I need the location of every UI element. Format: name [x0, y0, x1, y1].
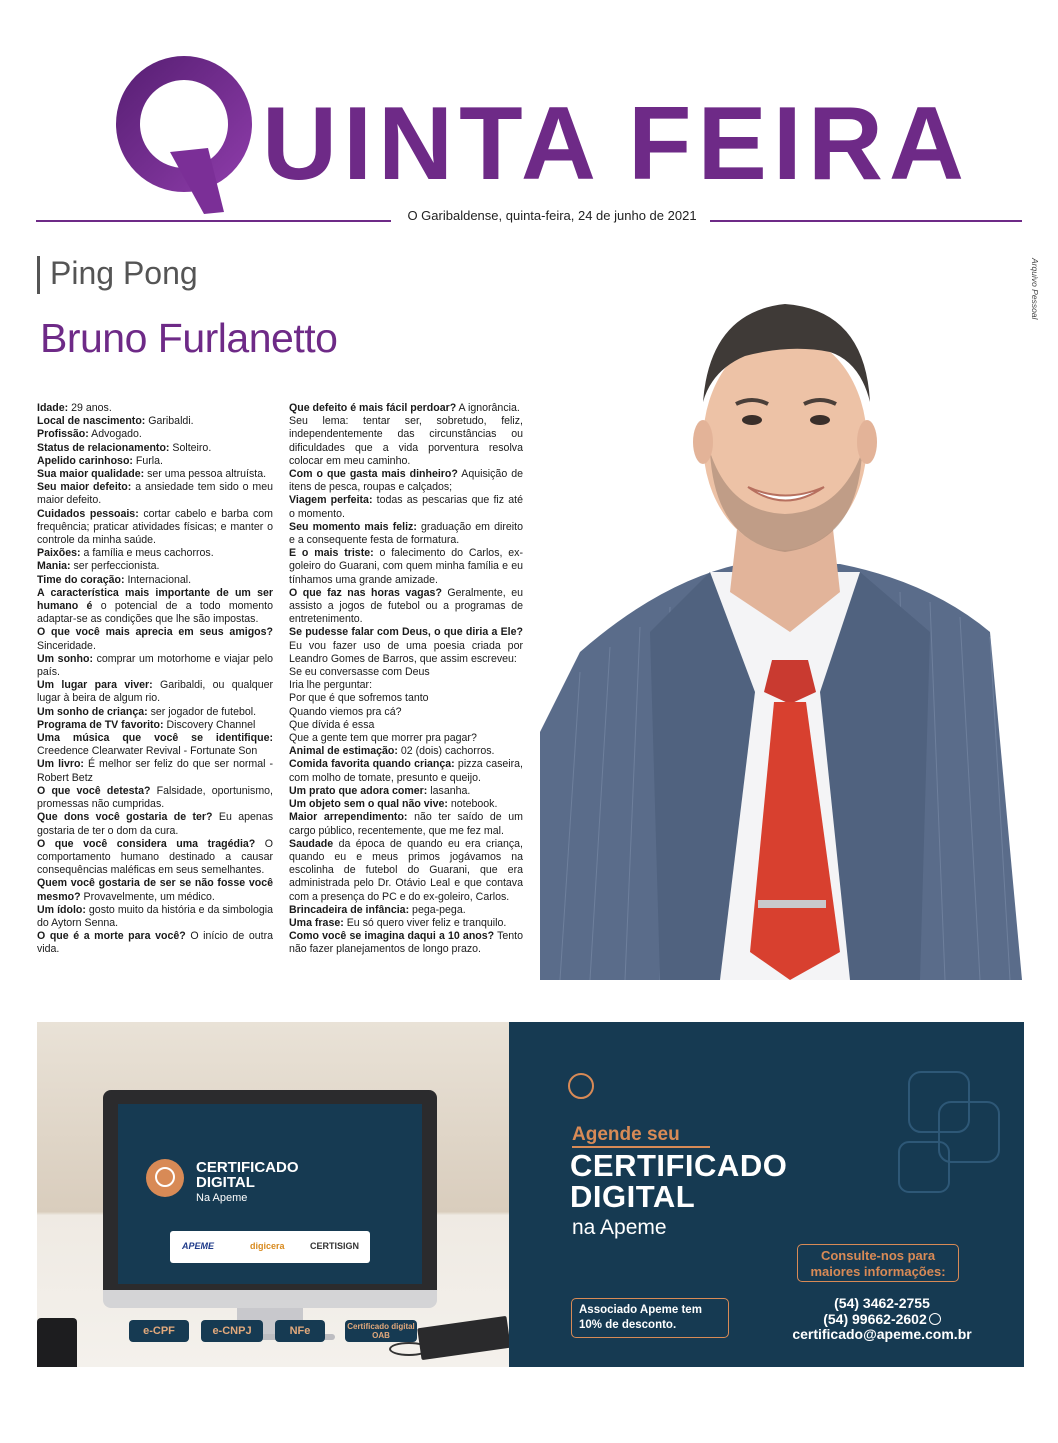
- mug-illustration: [37, 1318, 77, 1367]
- qa-item: [289, 745, 523, 758]
- qa-question: Como você se imagina daqui a 10 anos?: [289, 930, 495, 943]
- discount-box: [571, 1298, 729, 1338]
- qa-question: Status de relacionamento:: [37, 441, 170, 454]
- qa-item: [37, 811, 273, 837]
- qa-question: Viagem perfeita:: [289, 494, 373, 507]
- qa-question: Um livro:: [37, 758, 84, 771]
- qa-item: [289, 785, 523, 798]
- svg-text:Q: Q: [184, 202, 185, 203]
- pill-oab: Certificado digital OAB: [345, 1320, 417, 1342]
- qa-item: [289, 838, 523, 904]
- qa-answer: Creedence Clearwater Revival - Fortunate Son: [37, 745, 258, 758]
- qa-question: A característica mais importante de um ser humano é: [37, 586, 273, 613]
- qa-answer: a ansiedade tem sido o meu maior defeito.: [37, 481, 273, 507]
- qa-item: [37, 732, 273, 758]
- qa-question: Uma música que você se identifique:: [37, 732, 273, 745]
- qa-question: Apelido carinhoso:: [37, 454, 133, 467]
- qa-question: Mania:: [37, 560, 71, 573]
- qa-question: Que defeito é mais fácil perdoar?: [289, 402, 457, 414]
- qa-item: [37, 468, 273, 481]
- logo-certisign: CERTISIGN: [310, 1241, 360, 1251]
- qa-item: [289, 521, 523, 547]
- qa-item: [289, 402, 523, 415]
- interviewee-name: Bruno Furlanetto: [40, 315, 338, 361]
- qa-answer: a família e meus cachorros.: [80, 547, 214, 560]
- screen-title-line-2: DIGITAL: [196, 1174, 255, 1191]
- discount-line-1: Associado Apeme tem: [579, 1304, 702, 1316]
- qa-question: O que faz nas horas vagas?: [289, 586, 442, 599]
- qa-question: O que é a morte para você?: [37, 930, 186, 943]
- qa-answer: 02 (dois) cachorros.: [397, 745, 495, 758]
- phone-1[interactable]: (54) 3462-2755: [834, 1295, 930, 1311]
- qa-answer: Se eu conversasse com Deus: [289, 666, 430, 679]
- qa-answer: Internacional.: [124, 573, 192, 586]
- masthead: [0, 0, 1058, 230]
- contact-info: [777, 1296, 987, 1343]
- qa-item: [289, 494, 523, 520]
- qa-item: [37, 877, 273, 903]
- qa-answer: A ignorância.: [456, 402, 520, 414]
- qa-answer: ser uma pessoa altruísta.: [144, 468, 267, 481]
- qa-answer: Furla.: [132, 454, 163, 467]
- qa-answer: O comportamento humano destinado a causar consequências maléficas em seus semelhantes.: [37, 837, 273, 877]
- qa-item: [289, 587, 523, 627]
- qa-item: [289, 547, 523, 587]
- screen-title-line-1: CERTIFICADO: [196, 1159, 299, 1176]
- phone-2-row: [777, 1312, 987, 1328]
- qa-item: [37, 574, 273, 587]
- qa-question: Time do coração:: [37, 573, 125, 586]
- qa-question: Comida favorita quando criança:: [289, 758, 455, 771]
- award-badge-icon: [568, 1073, 594, 1099]
- qa-item: [289, 811, 523, 837]
- qa-answer: Falsidade, oportunismo, promessas não cumpridas.: [37, 784, 273, 811]
- qa-answer: Iria lhe perguntar:: [289, 679, 373, 692]
- qa-question: Sua maior qualidade:: [37, 468, 145, 481]
- masthead-title: [262, 86, 971, 202]
- masthead-word-2: FEIRA: [628, 86, 971, 202]
- qa-item: [37, 455, 273, 468]
- qa-question: O que você detesta?: [37, 784, 151, 797]
- monitor-illustration: [103, 1090, 437, 1298]
- qa-answer: Garibaldi.: [145, 415, 194, 428]
- qa-answer: cortar cabelo e barba com frequência; praticar atividades físicas; e manter o controle da minha saúde.: [37, 507, 274, 547]
- qa-item: [289, 904, 523, 917]
- qa-item: [37, 758, 273, 784]
- pill-ecpf: e-CPF: [129, 1320, 189, 1342]
- whatsapp-icon: [929, 1313, 941, 1325]
- qa-answer: Tento não fazer planejamentos de longo prazo.: [289, 930, 523, 956]
- qa-question: Um sonho de criança:: [37, 705, 148, 718]
- qa-item: [37, 626, 273, 652]
- consult-line-1: Consulte-nos para: [820, 1248, 936, 1263]
- qa-answer: pizza caseira, com molho de tomate, presunto e queijo.: [289, 758, 523, 784]
- ad-title: [570, 1150, 787, 1212]
- qa-item: [37, 560, 273, 573]
- qa-question: Profissão:: [37, 428, 89, 441]
- qa-answer: ser perfeccionista.: [70, 560, 160, 573]
- qa-answer: todas as pescarias que fiz até o momento.: [289, 494, 523, 520]
- section-divider: [37, 256, 40, 294]
- qa-question: Local de nascimento:: [37, 415, 146, 428]
- qa-answer: da época de quando eu era criança, quando eu e meus primos jogávamos na escolinha de futebol do Guarani, que era administrada pelo Dr. Otávio Leal e que contava com a presença do PC e do ex-goleiro, Carlos.: [289, 837, 523, 903]
- qa-answer: Eu só quero viver feliz e tranquilo.: [343, 916, 507, 929]
- qa-question: Um sonho:: [37, 652, 93, 665]
- qa-answer: 29 anos.: [68, 402, 112, 414]
- qa-item: [37, 481, 273, 507]
- qa-answer: não ter saído de um cargo público, recentemente, que me fez mal.: [289, 811, 523, 837]
- qa-answer: Solteiro.: [169, 441, 212, 454]
- qa-question: Maior arrependimento:: [289, 811, 408, 824]
- ad-photo-panel: [37, 1022, 509, 1367]
- qa-answer: Quando viemos pra cá?: [289, 705, 402, 718]
- ad-subtitle: na Apeme: [572, 1216, 667, 1239]
- qa-answer: Eu apenas gostaria de ter o dom da cura.: [37, 811, 273, 837]
- logo-digicera: digicera: [250, 1241, 285, 1251]
- qa-item: [289, 415, 523, 468]
- service-pills: [129, 1320, 429, 1344]
- qa-question: Brincadeira de infância:: [289, 903, 410, 916]
- qa-answer: comprar um motorhome e viajar pelo país.: [37, 652, 273, 679]
- screen-subtitle: Na Apeme: [196, 1192, 248, 1204]
- qa-answer: graduação em direito e a consequente festa de formatura.: [289, 520, 523, 547]
- qa-answer: Provavelmente, um médico.: [80, 890, 215, 903]
- qa-question: E o mais triste:: [289, 547, 374, 560]
- section-label: Ping Pong: [50, 255, 198, 291]
- qa-answer: o potencial de a todo momento adaptar-se as condições que lhe são impostas.: [37, 600, 274, 626]
- qa-item: [289, 930, 523, 956]
- qa-item: [289, 679, 523, 692]
- qa-item: [37, 679, 273, 705]
- qa-answer: Que a gente tem que morrer pra pagar?: [289, 732, 477, 745]
- qa-question: Que dons você gostaria de ter?: [37, 811, 213, 824]
- qa-answer: Por que é que sofremos tanto: [289, 692, 429, 705]
- qa-item: [289, 666, 523, 679]
- qa-question: Com o que gasta mais dinheiro?: [289, 468, 458, 481]
- qa-answer: pega-pega.: [409, 903, 466, 916]
- interview-column-1: [37, 402, 273, 957]
- qa-question: Um objeto sem o qual não vive:: [289, 798, 448, 811]
- consult-box: [797, 1244, 959, 1282]
- qa-answer: Advogado.: [88, 428, 142, 441]
- qa-item: [289, 732, 523, 745]
- qa-answer: ser jogador de futebol.: [147, 705, 257, 718]
- qa-answer: Eu vou fazer uso de uma poesia criada por Leandro Gomes de Barros, que assim escreveu:: [289, 639, 523, 665]
- qa-answer: É melhor ser feliz do que ser normal - Robert Betz: [37, 758, 273, 784]
- dateline-rule-left: [36, 220, 391, 222]
- notebook-illustration: [417, 1316, 509, 1360]
- ad-title-line-2: DIGITAL: [570, 1179, 696, 1214]
- qa-answer: Seu lema: tentar ser, sobretudo, feliz, independentemente das circunstâncias ou dificuldades que a vida porventura resolva colocar em meu caminho.: [289, 415, 523, 467]
- qa-answer: O início de outra vida.: [37, 930, 273, 956]
- ad-info-panel: [509, 1022, 1024, 1367]
- qa-item: [37, 785, 273, 811]
- photo-credit: Arquivo Pessoal: [1030, 258, 1040, 320]
- masthead-q-logo: [112, 52, 257, 217]
- qa-question: O que você mais aprecia em seus amigos?: [37, 626, 273, 639]
- portrait-illustration: [540, 252, 1022, 980]
- qa-item: [37, 653, 273, 679]
- partner-logos: [170, 1231, 370, 1263]
- qa-question: Um prato que adora comer:: [289, 784, 428, 797]
- logo-apeme: APEME: [182, 1241, 215, 1251]
- qa-answer: Aquisição de itens de pesca, roupas e calçados;: [289, 468, 523, 494]
- qa-item: [37, 930, 273, 956]
- qa-item: [37, 547, 273, 560]
- qa-question: O que você considera uma tragédia?: [37, 837, 256, 850]
- phone-2[interactable]: (54) 99662-2602: [823, 1310, 927, 1327]
- qa-question: Seu momento mais feliz:: [289, 520, 417, 533]
- dateline-rule-right: [710, 220, 1022, 222]
- qa-answer: o falecimento do Carlos, ex-goleiro do Guarani, com quem minha família e eu tínhamos uma grande amizade.: [289, 547, 523, 586]
- qa-item: [289, 719, 523, 732]
- qa-answer: Garibaldi, ou qualquer lugar à beira de algum rio.: [37, 679, 274, 705]
- qa-answer: gosto muito da história e da simbologia do Aytorn Senna.: [37, 903, 273, 929]
- qa-item: [37, 904, 273, 930]
- qa-item: [37, 587, 273, 627]
- qa-answer: Discovery Channel: [163, 718, 256, 731]
- advertisement: [37, 1022, 1024, 1367]
- discount-line-2: 10% de desconto.: [579, 1319, 677, 1331]
- qa-question: Uma frase:: [289, 916, 344, 929]
- qa-answer: Sinceridade.: [37, 639, 96, 652]
- decorative-squares-icon: [889, 1042, 1024, 1212]
- monitor-screen: [118, 1104, 422, 1284]
- qa-question: Saudade: [289, 837, 334, 850]
- qa-item: [289, 468, 523, 494]
- portrait-photo: [540, 252, 1022, 980]
- qa-question: Seu maior defeito:: [37, 481, 132, 494]
- qa-question: Animal de estimação:: [289, 745, 398, 758]
- qa-item: [289, 798, 523, 811]
- dateline: [36, 208, 1022, 228]
- qa-item: [289, 706, 523, 719]
- dateline-text: O Garibaldense, quinta-feira, 24 de junho de 2021: [407, 208, 697, 223]
- screen-title: [196, 1160, 299, 1190]
- qa-question: Cuidados pessoais:: [37, 507, 139, 520]
- qa-item: [37, 706, 273, 719]
- qa-question: Programa de TV favorito:: [37, 718, 164, 731]
- certificate-badge-icon: [146, 1159, 184, 1197]
- qa-question: Idade:: [37, 402, 69, 414]
- qa-question: Um ídolo:: [37, 903, 86, 916]
- monitor-chin: [103, 1290, 437, 1308]
- qa-answer: lasanha.: [427, 784, 471, 797]
- consult-line-2: maiores informações:: [810, 1264, 946, 1279]
- qa-item: [37, 508, 273, 548]
- qa-question: Paixões:: [37, 547, 81, 560]
- qa-item: [37, 415, 273, 428]
- qa-item: [289, 692, 523, 705]
- qa-question: Se pudesse falar com Deus, o que diria a Ele?: [289, 626, 523, 639]
- qa-item: [289, 626, 523, 666]
- qa-item: [37, 442, 273, 455]
- masthead-word-1: UINTA: [262, 86, 603, 202]
- qa-answer: Que dívida é essa: [289, 718, 375, 731]
- qa-answer: Geralmente, eu assisto a jogos de futebol ou a programas de entretenimento.: [289, 586, 523, 626]
- pill-ecnpj: e-CNPJ: [201, 1320, 263, 1342]
- qa-item: [37, 402, 273, 415]
- ad-title-line-1: CERTIFICADO: [570, 1148, 788, 1183]
- qa-item: [37, 428, 273, 441]
- pill-nfe: NFe: [275, 1320, 325, 1342]
- qa-answer: notebook.: [447, 798, 498, 811]
- qa-question: Quem você gostaria de ser se não fosse você mesmo?: [37, 877, 273, 903]
- ad-kicker: Agende seu: [572, 1124, 680, 1145]
- qa-item: [37, 719, 273, 732]
- qa-item: [289, 758, 523, 784]
- contact-email[interactable]: certificado@apeme.com.br: [792, 1326, 972, 1342]
- qa-item: [289, 917, 523, 930]
- qa-question: Um lugar para viver:: [37, 679, 153, 692]
- qa-item: [37, 838, 273, 878]
- interview-column-2: [289, 402, 523, 957]
